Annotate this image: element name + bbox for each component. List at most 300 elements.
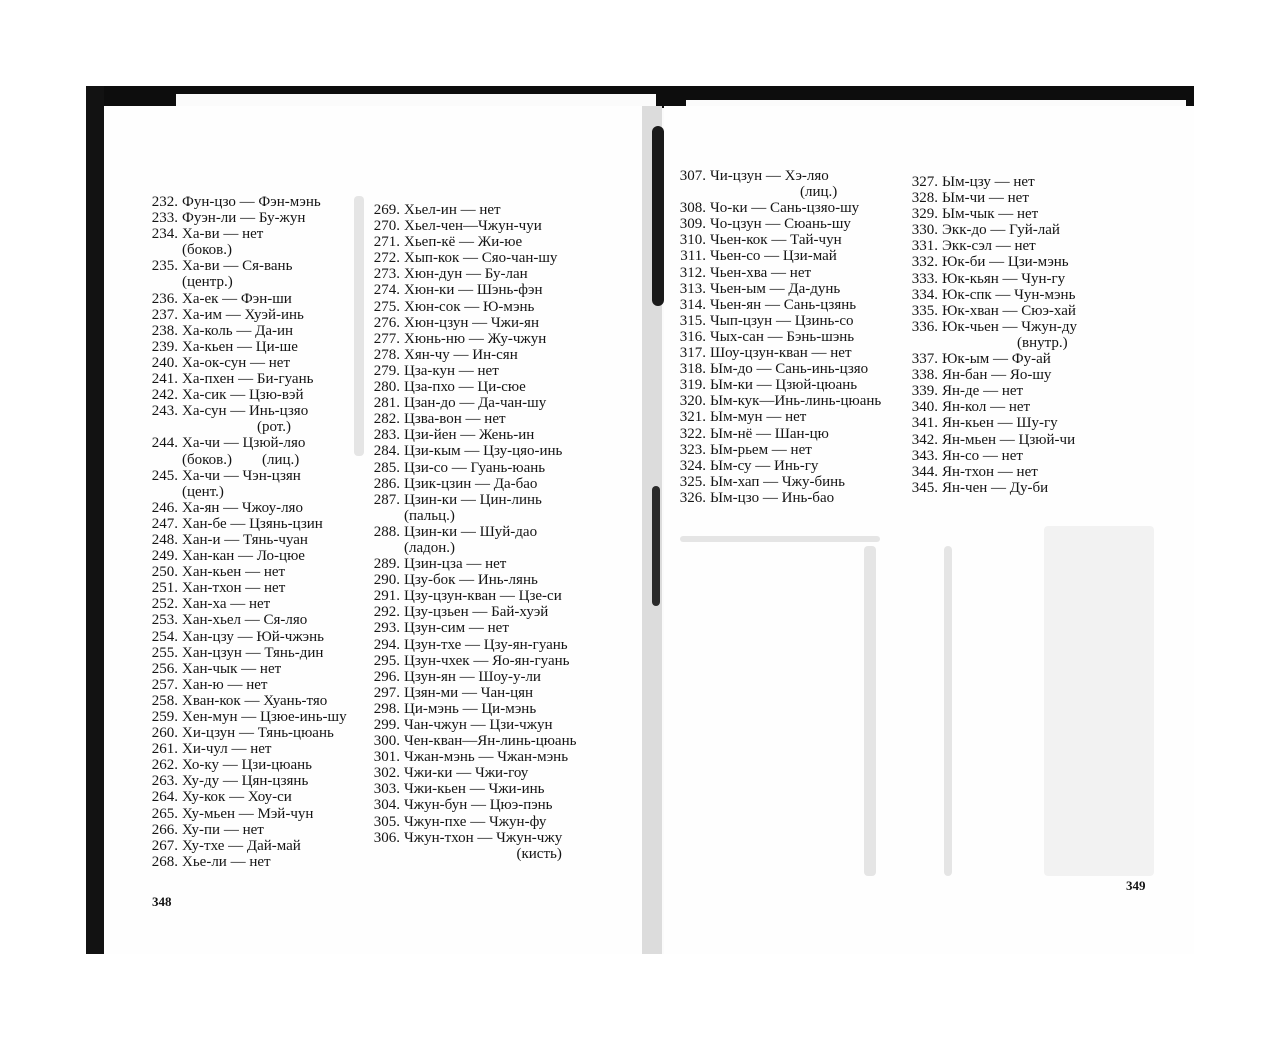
entry-text: Цзян-ми — Чан-цян [404, 684, 534, 701]
entry-number: 262. [151, 757, 178, 774]
entry-text: Ха-коль — Да-ин [182, 322, 294, 339]
entry-text: Чых-сан — Бэнь-шэнь [710, 328, 855, 345]
glossary-entry [672, 442, 881, 458]
glossary-entry [144, 838, 347, 854]
entry-number: 278. [373, 346, 400, 363]
right-page [664, 106, 1194, 954]
entry-number: 345. [911, 479, 938, 496]
glossary-entry [144, 387, 347, 403]
glossary-entry [144, 226, 347, 242]
glossary-entry [144, 291, 347, 307]
entry-number: 293. [373, 620, 400, 637]
entry-continuation: (ладон.) [404, 539, 456, 556]
entry-text: Хан-кан — Ло-цюе [182, 548, 305, 565]
entry-number: 302. [373, 765, 400, 782]
entry-number: 249. [151, 548, 178, 565]
entry-number: 323. [679, 441, 706, 458]
glossary-entry [366, 588, 576, 604]
entry-text: Цзи-кым — Цзу-цяо-инь [404, 443, 563, 460]
entry-text: Шоу-цзун-кван — нет [710, 345, 852, 362]
glossary-entry [366, 266, 576, 282]
entry-number: 247. [151, 515, 178, 532]
entry-text: Чжун-тхон — Чжун-чжу [404, 829, 563, 846]
entry-text: Ха-ян — Чжоу-ляо [182, 499, 303, 516]
glossary-entry [672, 265, 881, 281]
page-number-right: 349 [1126, 878, 1146, 893]
glossary-entry [144, 854, 347, 870]
entry-text: Чжун-пхе — Чжун-фу [404, 813, 547, 830]
entry-text: Цзу-цзун-кван — Цзе-си [404, 588, 562, 605]
entry-text: Цзва-вон — нет [404, 411, 506, 428]
right-page-column-1 [672, 168, 881, 506]
scan-left-shadow [86, 86, 104, 954]
entry-text: Чжи-кьен — Чжи-инь [404, 781, 545, 798]
glossary-entry [904, 464, 1077, 480]
entry-number: 250. [151, 564, 178, 581]
entry-text: Чи-цзун — Хэ-ляо [710, 168, 829, 184]
glossary-entry [366, 733, 576, 749]
glossary-entry [366, 411, 576, 427]
glossary-entry [904, 319, 1077, 335]
entry-number: 332. [911, 254, 938, 271]
entry-number: 287. [373, 491, 400, 508]
glossary-entry [366, 460, 576, 476]
entry-number: 236. [151, 290, 178, 307]
left-page-column-1 [144, 194, 347, 870]
glossary-entry [366, 347, 576, 363]
glossary-entry [904, 174, 1077, 190]
entry-number: 333. [911, 270, 938, 287]
glossary-entry [144, 210, 347, 226]
entry-number: 311. [680, 248, 706, 265]
entry-text: Ян-бан — Яо-шу [942, 367, 1052, 384]
entry-number: 267. [151, 837, 178, 854]
entry-text: Ым-хап — Чжу-бинь [710, 473, 845, 490]
entry-text: Ым-нё — Шан-цю [710, 425, 829, 442]
entry-text: Чьен-хва — нет [710, 264, 812, 281]
entry-continuation: (рот.) [182, 419, 291, 436]
glossary-entry [672, 426, 881, 442]
entry-number: 263. [151, 773, 178, 790]
entry-number: 338. [911, 367, 938, 384]
glossary-entry [144, 822, 347, 838]
entry-number: 306. [373, 829, 400, 846]
entry-number: 317. [679, 345, 706, 362]
entry-number: 275. [373, 298, 400, 315]
entry-number: 312. [679, 264, 706, 281]
glossary-entry [904, 432, 1077, 448]
entry-number: 340. [911, 399, 938, 416]
scanned-book-spread [86, 86, 1194, 954]
entry-text: Ха-кьен — Ци-ше [182, 338, 298, 355]
entry-number: 276. [373, 314, 400, 331]
bleed-through-smudge [944, 546, 952, 876]
glossary-entry [672, 297, 881, 313]
glossary-entry [366, 218, 576, 234]
entry-number: 342. [911, 431, 938, 448]
glossary-entry [366, 556, 576, 572]
entry-text: Ян-чен — Ду-би [942, 479, 1049, 496]
glossary-entry [366, 572, 576, 588]
glossary-entry [144, 532, 347, 548]
entry-text: Чьен-со — Цзи-май [710, 248, 837, 265]
glossary-entry [366, 620, 576, 636]
glossary-entry [366, 379, 576, 395]
glossary-entry [904, 480, 1077, 496]
entry-number: 285. [373, 459, 400, 476]
glossary-entry [366, 749, 576, 765]
entry-number: 297. [373, 684, 400, 701]
entry-number: 288. [373, 523, 400, 540]
glossary-entry [144, 709, 347, 725]
bleed-through-smudge [864, 546, 876, 876]
entry-number: 339. [911, 383, 938, 400]
entry-text: Чып-цзун — Цзинь-со [710, 312, 854, 329]
entry-text: Ым-су — Инь-гу [710, 457, 819, 474]
glossary-entry [366, 234, 576, 250]
entry-number: 320. [679, 393, 706, 410]
entry-number: 295. [373, 652, 400, 669]
glossary-entry [672, 200, 881, 216]
entry-text: Ху-мьен — Мэй-чун [182, 805, 314, 822]
entry-text: Чжи-ки — Чжи-гоу [404, 765, 529, 782]
entry-text: Ым-чи — нет [942, 190, 1029, 207]
glossary-entry [366, 363, 576, 379]
entry-text: Чо-ки — Сань-цзяо-шу [710, 200, 860, 217]
entry-text: Хо-ку — Цзи-цюань [182, 757, 312, 774]
entry-text: Чьен-ян — Сань-цзянь [710, 296, 857, 313]
entry-text: Ым-ки — Цзюй-цюань [710, 377, 858, 394]
entry-number: 244. [151, 435, 178, 452]
entry-text: Цза-пхо — Ци-сюе [404, 379, 526, 396]
bleed-through-smudge [354, 196, 364, 456]
entry-number: 337. [911, 351, 938, 368]
entry-number: 303. [373, 781, 400, 798]
entry-number: 246. [151, 499, 178, 516]
entry-continuation: (центр.) [182, 274, 233, 291]
left-page-column-2 [366, 202, 576, 862]
glossary-entry [366, 331, 576, 347]
entry-number: 328. [911, 190, 938, 207]
entry-text: Ян-со — нет [942, 447, 1023, 464]
entry-number: 237. [151, 306, 178, 323]
entry-text: Экк-сэл — нет [942, 238, 1036, 255]
entry-number: 296. [373, 668, 400, 685]
glossary-entry [144, 339, 347, 355]
entry-number: 318. [679, 361, 706, 378]
glossary-entry [144, 516, 347, 532]
glossary-entry [366, 765, 576, 781]
entry-number: 269. [373, 202, 400, 218]
entry-number: 254. [151, 628, 178, 645]
entry-number: 299. [373, 717, 400, 733]
glossary-entry [366, 250, 576, 266]
glossary-entry [366, 315, 576, 331]
entry-number: 307. [679, 168, 706, 184]
entry-number: 344. [911, 463, 938, 480]
entry-continuation: (боков.) (лиц.) [182, 451, 300, 468]
glossary-entry [366, 653, 576, 669]
glossary-entry [144, 435, 347, 451]
entry-number: 251. [151, 580, 178, 597]
entry-number: 245. [151, 467, 178, 484]
right-page-column-2 [904, 174, 1077, 496]
entry-text: Ха-ок-сун — нет [182, 354, 290, 371]
entry-text: Хен-мун — Цзюе-инь-шу [182, 709, 347, 725]
glossary-entry [144, 773, 347, 789]
entry-text: Ци-мэнь — Ци-мэнь [404, 700, 537, 717]
entry-continuation: (внутр.) [942, 334, 1068, 351]
glossary-entry [366, 669, 576, 685]
entry-text: Хюн-сок — Ю-мэнь [404, 298, 535, 315]
entry-text: Ху-кок — Хоу-си [182, 789, 292, 806]
entry-text: Юк-чьен — Чжун-ду [942, 318, 1078, 335]
entry-number: 309. [679, 216, 706, 233]
entry-text: Цзан-до — Да-чан-шу [404, 395, 547, 412]
entry-text: Юк-кьян — Чун-гу [942, 270, 1066, 287]
entry-text: Цзун-сим — нет [404, 620, 509, 637]
entry-number: 280. [373, 379, 400, 396]
glossary-entry [904, 351, 1077, 367]
glossary-entry [366, 701, 576, 717]
entry-number: 308. [679, 200, 706, 217]
entry-number: 298. [373, 700, 400, 717]
glossary-entry [144, 323, 347, 339]
glossary-entry [366, 395, 576, 411]
entry-number: 238. [151, 322, 178, 339]
entry-text: Хан-ю — нет [182, 676, 268, 693]
glossary-entry [904, 222, 1077, 238]
entry-number: 330. [911, 222, 938, 239]
entry-number: 264. [151, 789, 178, 806]
entry-number: 286. [373, 475, 400, 492]
entry-number: 277. [373, 330, 400, 347]
entry-number: 292. [373, 604, 400, 621]
entry-number: 322. [679, 425, 706, 442]
entry-text: Хьел-ин — нет [404, 202, 501, 218]
entry-text: Юк-спк — Чун-мэнь [942, 286, 1076, 303]
glossary-entry [672, 281, 881, 297]
entry-number: 241. [151, 371, 178, 388]
entry-text: Хье-ли — нет [182, 853, 271, 870]
entry-number: 284. [373, 443, 400, 460]
entry-number: 304. [373, 797, 400, 814]
glossary-entry [144, 564, 347, 580]
entry-text: Ху-тхе — Дай-май [182, 837, 301, 854]
entry-text: Хюн-цзун — Чжи-ян [404, 314, 539, 331]
glossary-entry [144, 725, 347, 741]
glossary-entry [144, 629, 347, 645]
entry-text: Цзу-цзьен — Бай-хуэй [404, 604, 549, 621]
entry-number: 289. [373, 556, 400, 573]
glossary-entry [904, 448, 1077, 464]
entry-number: 324. [679, 457, 706, 474]
glossary-entry [144, 596, 347, 612]
entry-text: Цзин-ки — Цин-линь [404, 491, 542, 508]
page-number-left: 348 [152, 894, 172, 909]
gutter-shadow [652, 126, 664, 306]
entry-number: 257. [151, 676, 178, 693]
entry-text: Цзи-йен — Жень-ин [404, 427, 535, 444]
glossary-entry [144, 741, 347, 757]
entry-text: Ха-ек — Фэн-ши [182, 290, 292, 307]
entry-text: Чьен-ым — Да-дунь [710, 280, 841, 297]
entry-text: Экк-до — Гуй-лай [942, 222, 1060, 239]
entry-text: Ян-мьен — Цзюй-чи [942, 431, 1076, 448]
entry-text: Цзин-ки — Шуй-дао [404, 523, 538, 540]
entry-number: 335. [911, 302, 938, 319]
glossary-entry [904, 254, 1077, 270]
entry-text: Цзу-бок — Инь-лянь [404, 572, 538, 589]
entry-text: Цзи-со — Гуань-юань [404, 459, 546, 476]
entry-text: Цзун-ян — Шоу-у-ли [404, 668, 541, 685]
entry-number: 301. [373, 749, 400, 766]
entry-text: Ха-ви — нет [182, 226, 264, 243]
entry-text: Хван-кок — Хуань-тяо [182, 692, 328, 709]
entry-number: 270. [373, 218, 400, 235]
glossary-entry [672, 361, 881, 377]
entry-text: Хып-кок — Сяо-чан-шу [404, 250, 558, 267]
entry-text: Чжан-мэнь — Чжан-мэнь [404, 749, 569, 766]
glossary-entry [144, 371, 347, 387]
glossary-entry [672, 490, 881, 506]
glossary-entry [672, 248, 881, 264]
entry-text: Ха-чи — Цзюй-ляо [182, 435, 306, 452]
entry-number: 232. [151, 194, 178, 210]
entry-text: Ым-до — Сань-инь-цзяо [710, 361, 869, 378]
glossary-entry [672, 458, 881, 474]
entry-number: 321. [679, 409, 706, 426]
entry-number: 252. [151, 596, 178, 613]
glossary-entry [366, 202, 576, 218]
glossary-entry [672, 329, 881, 345]
entry-number: 233. [151, 210, 178, 227]
glossary-entry [144, 693, 347, 709]
entry-text: Чен-кван—Ян-линь-цюань [404, 733, 577, 750]
glossary-entry [672, 313, 881, 329]
entry-number: 274. [373, 282, 400, 299]
entry-number: 313. [679, 280, 706, 297]
glossary-entry [144, 468, 347, 484]
entry-number: 248. [151, 531, 178, 548]
glossary-entry [904, 415, 1077, 431]
entry-text: Хан-цзу — Юй-чжэнь [182, 628, 324, 645]
entry-number: 266. [151, 821, 178, 838]
entry-continuation: (лиц.) [710, 184, 838, 201]
glossary-entry [904, 238, 1077, 254]
entry-text: Ян-де — нет [942, 383, 1024, 400]
entry-text: Ху-ду — Цян-цзянь [182, 773, 309, 790]
entry-number: 326. [679, 489, 706, 506]
entry-continuation: (пальц.) [404, 507, 455, 524]
entry-text: Ым-мун — нет [710, 409, 807, 426]
glossary-entry [672, 168, 881, 184]
entry-number: 268. [151, 853, 178, 870]
entry-text: Хан-ха — нет [182, 596, 271, 613]
entry-number: 282. [373, 411, 400, 428]
glossary-entry [144, 789, 347, 805]
glossary-entry [366, 637, 576, 653]
entry-number: 259. [151, 709, 178, 725]
glossary-entry [904, 303, 1077, 319]
entry-text: Хан-цзун — Тянь-дин [182, 644, 324, 661]
entry-text: Ым-рьем — нет [710, 441, 812, 458]
entry-text: Ха-сун — Инь-цзяо [182, 403, 309, 420]
entry-text: Цзик-цзин — Да-бао [404, 475, 538, 492]
entry-number: 331. [911, 238, 938, 255]
entry-text: Хи-цзун — Тянь-цюань [182, 725, 334, 742]
entry-text: Юк-би — Цзи-мэнь [942, 254, 1069, 271]
entry-text: Хюн-ки — Шэнь-фэн [404, 282, 543, 299]
entry-number: 283. [373, 427, 400, 444]
entry-number: 235. [151, 258, 178, 275]
glossary-entry [366, 299, 576, 315]
glossary-entry [144, 757, 347, 773]
entry-text: Ым-чык — нет [942, 206, 1039, 223]
entry-number: 281. [373, 395, 400, 412]
entry-number: 256. [151, 660, 178, 677]
entry-text: Чан-чжун — Цзи-чжун [404, 717, 553, 733]
entry-number: 300. [373, 733, 400, 750]
entry-text: Фун-цзо — Фэн-мэнь [182, 194, 321, 210]
glossary-entry [366, 492, 576, 508]
entry-text: Юк-ым — Фу-ай [942, 351, 1051, 368]
entry-number: 336. [911, 318, 938, 335]
glossary-entry [904, 383, 1077, 399]
entry-number: 325. [679, 473, 706, 490]
entry-number: 291. [373, 588, 400, 605]
entry-number: 290. [373, 572, 400, 589]
entry-number: 327. [911, 174, 938, 190]
entry-number: 234. [151, 226, 178, 243]
entry-number: 255. [151, 644, 178, 661]
bleed-through-smudge [1044, 526, 1154, 876]
entry-text: Хьел-чен—Чжун-чуи [404, 218, 542, 235]
entry-number: 305. [373, 813, 400, 830]
glossary-entry [366, 830, 576, 846]
glossary-entry [366, 781, 576, 797]
glossary-entry [366, 797, 576, 813]
glossary-entry [366, 476, 576, 492]
entry-text: Хян-чу — Ин-сян [404, 346, 518, 363]
entry-number: 242. [151, 387, 178, 404]
entry-text: Хан-бе — Цзянь-цзин [182, 515, 323, 532]
entry-number: 260. [151, 725, 178, 742]
entry-continuation: (кисть) [404, 845, 562, 862]
entry-number: 271. [373, 234, 400, 251]
entry-text: Цзин-цза — нет [404, 556, 507, 573]
glossary-entry [672, 377, 881, 393]
glossary-entry [144, 355, 347, 371]
entry-number: 319. [679, 377, 706, 394]
entry-text: Ян-тхон — нет [942, 463, 1038, 480]
entry-text: Ха-сик — Цзю-вэй [182, 387, 304, 404]
entry-text: Фуэн-ли — Бу-жун [182, 210, 306, 227]
entry-text: Хюнь-ню — Жу-чжун [404, 330, 547, 347]
entry-number: 341. [911, 415, 938, 432]
glossary-entry [366, 685, 576, 701]
entry-text: Цзун-тхе — Цзу-ян-гуань [404, 636, 568, 653]
glossary-entry [366, 443, 576, 459]
entry-text: Хи-чул — нет [182, 741, 272, 758]
glossary-entry [672, 345, 881, 361]
entry-text: Ым-кук—Инь-линь-цюань [710, 393, 882, 410]
entry-number: 315. [679, 312, 706, 329]
entry-number: 310. [679, 232, 706, 249]
entry-text: Цза-кун — нет [404, 362, 499, 379]
entry-number: 261. [151, 741, 178, 758]
glossary-entry [144, 194, 347, 210]
